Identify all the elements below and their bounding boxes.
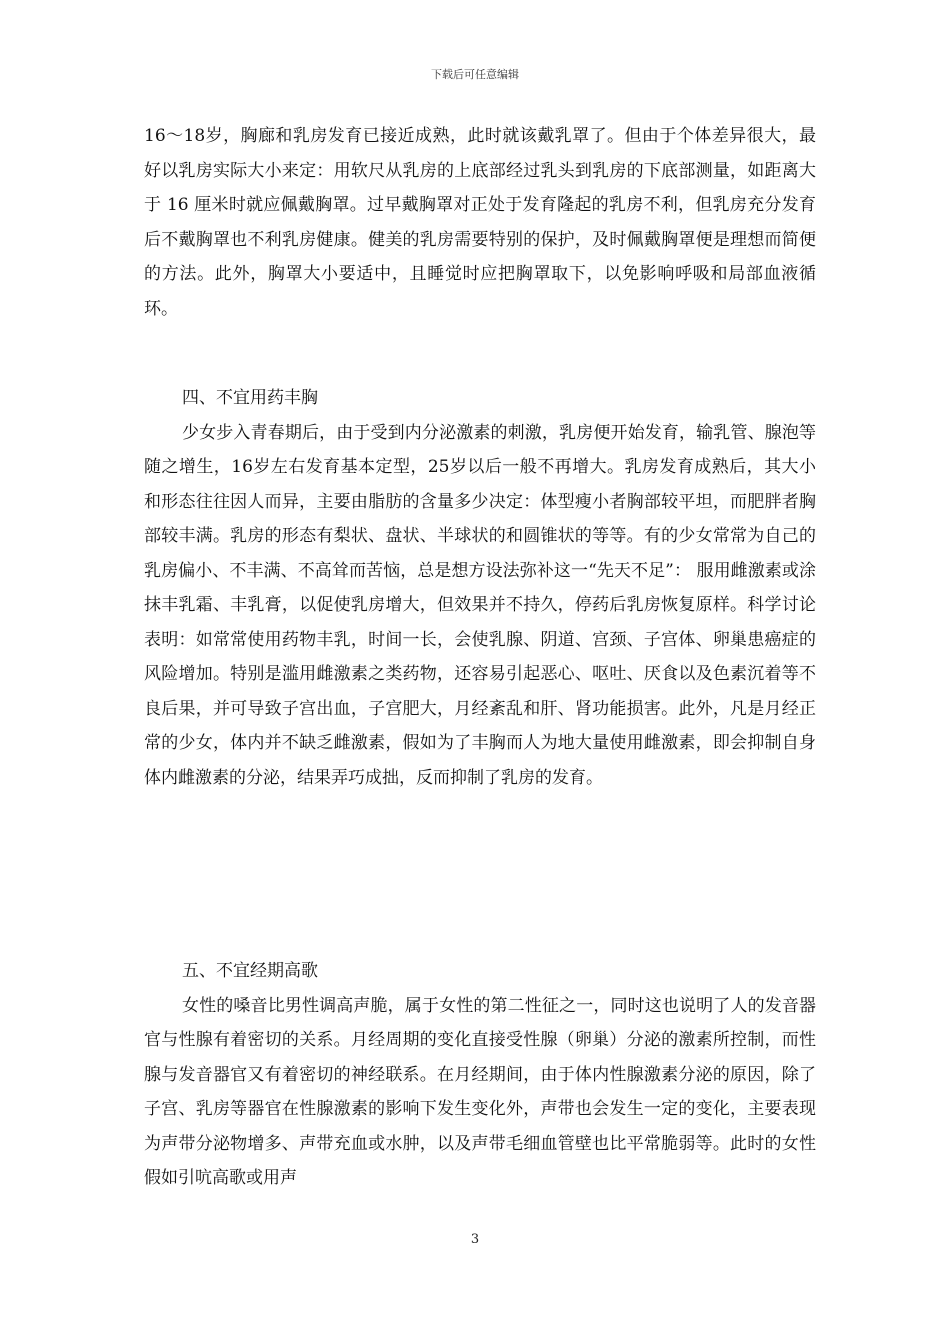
page-header: 下载后可任意编辑 [431, 68, 519, 81]
section-continuation [144, 119, 816, 326]
paragraph-breast-medication: 少女步入青春期后，由于受到内分泌激素的刺激，乳房便开始发育，输乳管、腺泡等随之增生，16岁左右发育基本定型，25岁以后一般不再增大。乳房发育成熟后，其大小和形态往往因人而异，主要由脂肪的含量多少决定：体型瘦小者胸部较平坦，而肥胖者胸部较丰满。乳房的形态有梨状、盘状、半球状的和圆锥状的等等。有的少女常常为自己的乳房偏小、不丰满、不高耸而苦恼，总是想方设法弥补这一“先天不足”： 服用雌激素或涂抹丰乳霜、丰乳膏，以促使乳房增大，但效果并不持久，停药后乳房恢复原样。科学讨论表明：如常常使用药物丰乳，时间一长，会使乳腺、阴道、宫颈、子宫体、卵巢患癌症的风险增加。特别是滥用雌激素之类药物，还容易引起恶心、呕吐、厌食以及色素沉着等不良后果，并可导致子宫出血，子宫肥大，月经紊乱和肝、肾功能损害。此外，凡是月经正常的少女，体内并不缺乏雌激素，假如为了丰胸而人为地大量使用雌激素，即会抑制自身体内雌激素的分泌，结果弄巧成拙，反而抑制了乳房的发育。 [144, 422, 816, 788]
section-heading-five: 五、不宜经期高歌 [182, 961, 318, 981]
paragraph-singing-menstruation: 女性的嗓音比男性调高声脆，属于女性的第二性征之一，同时这也说明了人的发音器官与性腺有着密切的关系。月经周期的变化直接受性腺（卵巢）分泌的激素所控制，而性腺与发音器官又有着密切的神经联系。在月经期间，由于体内性腺激素分泌的原因，除了子宫、乳房等器官在性腺激素的影响下发生变化外，声带也会发生一定的变化，主要表现为声带分泌物增多、声带充血或水肿，以及声带毛细血管壁也比平常脆弱等。此时的女性假如引吭高歌或用声 [144, 995, 816, 1188]
page-number: 3 [470, 1232, 480, 1247]
section-four [144, 381, 816, 795]
section-heading-four: 四、不宜用药丰胸 [182, 388, 318, 408]
section-five [144, 954, 816, 1196]
paragraph-bra-advice: 16～18岁，胸廊和乳房发育已接近成熟，此时就该戴乳罩了。但由于个体差异很大，最好以乳房实际大小来定：用软尺从乳房的上底部经过乳头到乳房的下底部测量，如距离大于 16 厘米时就应佩戴胸罩。过早戴胸罩对正处于发育隆起的乳房不利，但乳房充分发育后不戴胸罩也不利乳房健康。健美的乳房需要特别的保护，及时佩戴胸罩便是理想而简便的方法。此外，胸罩大小要适中，且睡觉时应把胸罩取下，以免影响呼吸和局部血液循环。 [144, 126, 816, 319]
